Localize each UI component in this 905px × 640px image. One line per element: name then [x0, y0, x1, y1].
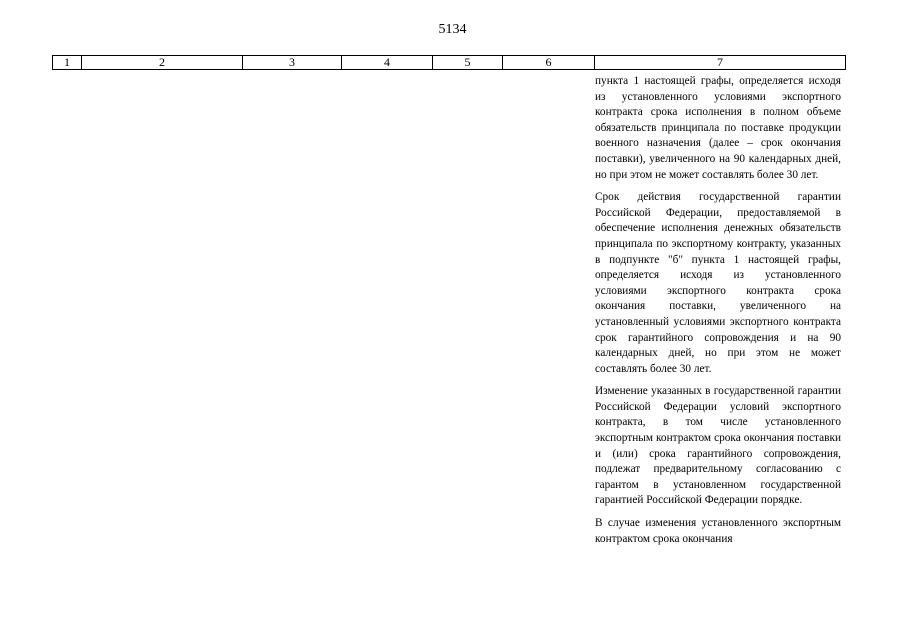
column-header-6: 6	[503, 56, 595, 70]
paragraph: пункта 1 настоящей графы, определяется исходя из установленного условиями экспортного контракта срока исполнения в полном объеме обязательств принципала по поставке продукции военного назначения (далее – срок окончания поставки), увеличенного на 90 календарных дней, но при этом не может составлять более 30 лет.	[595, 75, 841, 181]
paragraph: Срок действия государственной гарантии Российской Федерации, предоставляемой в обеспечение исполнения денежных обязательств принципала по экспортному контракту, указанных в подпункте "б" пункта 1 настоящей графы, определяется исходя из установленного условиями экспортного контракта срока окончания поставки, увеличенного на установленный условиями экспортного контракта срок гарантийного сопровождения и на 90 календарных дней, но при этом не может составлять более 30 лет.	[595, 191, 841, 375]
paragraph: В случае изменения установленного экспортным контрактом срока окончания	[595, 517, 841, 545]
column-header-row	[53, 56, 846, 70]
column-header-3: 3	[243, 56, 342, 70]
column-header-7: 7	[595, 56, 846, 70]
page-number: 5134	[438, 22, 467, 37]
column-header-table	[52, 55, 846, 70]
column-7-text	[595, 74, 841, 554]
paragraph: Изменение указанных в государственной гарантии Российской Федерации условий экспортного контракта, в том числе установленного экспортным контрактом срока окончания поставки и (или) срока гарантийного сопровождения, подлежат предварительному согласованию с гарантом в установленном государственной гарантией Российской Федерации порядке.	[595, 385, 841, 507]
column-header-2: 2	[82, 56, 243, 70]
column-header-1: 1	[53, 56, 82, 70]
column-header-5: 5	[433, 56, 503, 70]
column-header-4: 4	[342, 56, 433, 70]
